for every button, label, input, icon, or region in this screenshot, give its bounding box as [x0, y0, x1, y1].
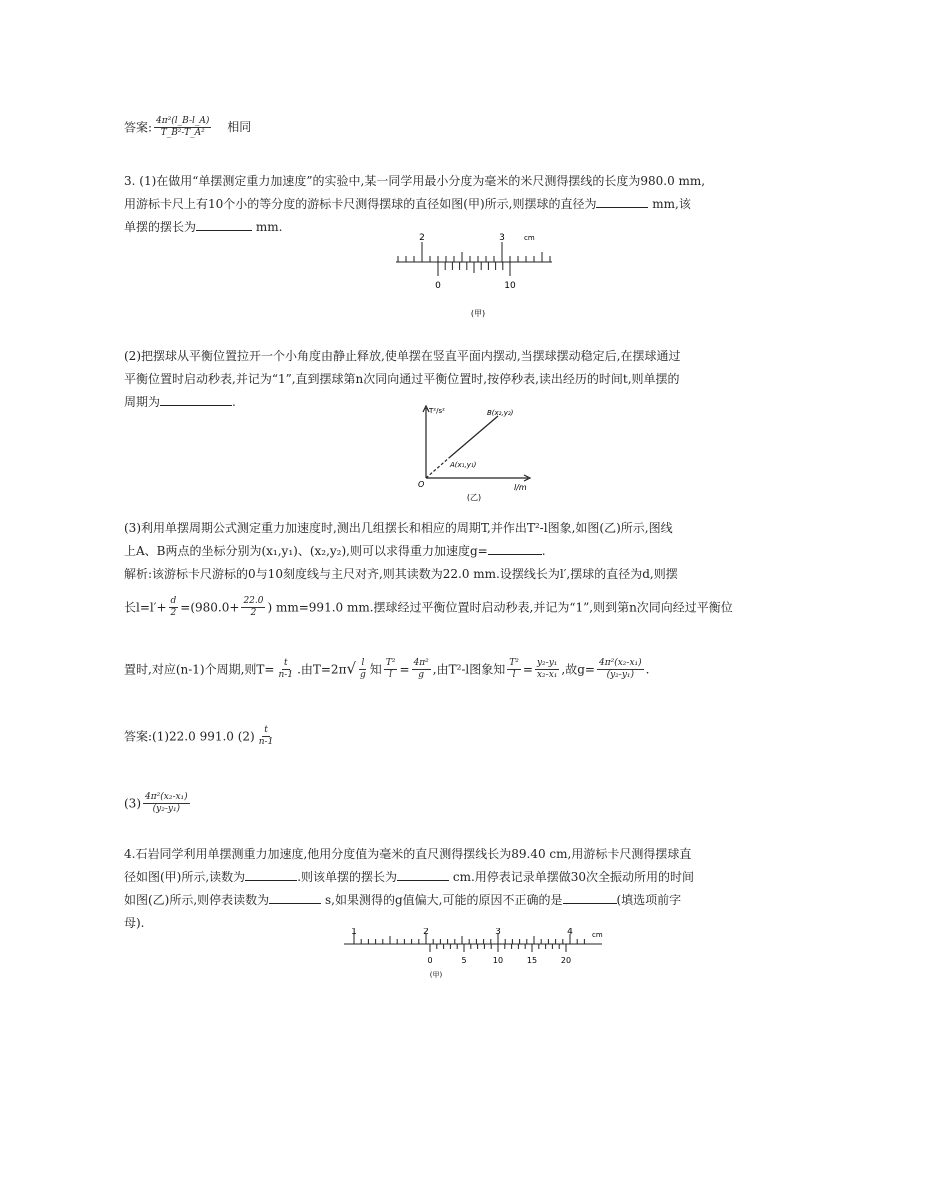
answer-blank[interactable]: [397, 868, 449, 881]
answer-fraction-g: $\frac{\text{4π²(x₂-x₁)}}{\text{(y₂-y₁)}}$: [145, 792, 188, 815]
answer-blank[interactable]: [488, 542, 542, 555]
sqrt-sign: √: [346, 659, 357, 678]
q3-p2-line3: 周期为 .: [124, 395, 236, 409]
vernier-scale-ticks: [430, 944, 566, 952]
point-a-label: A(x₁,y₁): [450, 461, 477, 469]
vernier-label-10: 10: [492, 956, 504, 965]
main-label-3: 3: [499, 233, 505, 243]
q3-answer: 答案:(1)22.0 991.0 (2) $\frac{t}{n-1}$: [124, 725, 274, 748]
main-label-2: 2: [419, 233, 425, 243]
fraction-4pi2-over-g: $\frac{\text{4π²}}{g}$: [413, 658, 429, 681]
fraction-d-over-2: $\frac{d}{2}$: [170, 596, 177, 619]
figure-caption: (甲): [470, 309, 486, 318]
q3-p1-line3: 单摆的摆长为 mm.: [124, 220, 283, 234]
vernier-label-5: 5: [461, 956, 467, 965]
unit-label: cm: [524, 234, 535, 242]
q3-p3-line2: 上A、B两点的坐标分别为(x₁,y₁)、(x₂,y₂),则可以求得重力加速度g= .: [124, 544, 546, 558]
main-label-1: 1: [351, 928, 357, 937]
q3-p2-line2: 平衡位置时启动秒表,并记为“1”,直到摆球第n次同向通过平衡位置时,按停秒表,读出经历的时间t,则单摆的: [124, 372, 680, 386]
answer-fraction-period: $\frac{t}{n-1}$: [258, 725, 274, 748]
unit-label: cm: [592, 931, 603, 939]
answer-blank[interactable]: [160, 393, 232, 406]
q3-p2-line1: (2)把摆球从平衡位置拉开一个小角度由静止释放,使单摆在竖直平面内摆动,当摆球摆动稳定后,在摆球通过: [124, 349, 681, 363]
analysis-line1: 解析:该游标卡尺游标的0与10刻度线与主尺对齐,则其读数为22.0 mm.设摆线长为l′,摆球的直径为d,则摆: [124, 567, 678, 581]
analysis-line2: 长l=l′+ $\frac{d}{2}$ =(980.0+ $\frac{22.0}{2}$ ) mm=991.0 mm.摆球经过平衡位置时启动秒表,并记为“1”,则到第n次同向经过平衡位: [124, 596, 733, 619]
graph-line: [450, 416, 498, 457]
t2-l-graph: [410, 402, 550, 504]
main-scale-ticks: [354, 934, 584, 944]
main-label-2: 2: [423, 928, 429, 937]
q3-p3-line1: (3)利用单摆周期公式测定重力加速度时,测出几组摆长和相应的周期T,并作出T²-l图象,如图(乙)所示,图线: [124, 521, 673, 535]
vernier-label-10: 10: [504, 281, 516, 291]
fraction-period: $\frac{t}{n-1}$: [278, 658, 294, 681]
fraction-t2-over-l-2: $\frac{\text{T²}}{l}$: [509, 658, 519, 681]
vernier-label-20: 20: [560, 956, 572, 965]
fraction-t2-over-l: $\frac{\text{T²}}{l}$: [385, 658, 396, 681]
y-axis-label: T²/s²: [429, 407, 445, 415]
q4-line2: 径如图(甲)所示,读数为 .则该单摆的摆长为 cm.用停表记录单摆做30次全振动所用的时间: [124, 870, 695, 884]
origin-label: O: [418, 480, 425, 489]
q4-line3: 如图(乙)所示,则停表读数为 s,如果测得的g值偏大,可能的原因不正确的是 (填选项前字: [124, 893, 682, 907]
main-label-4: 4: [567, 928, 573, 937]
answer-blank[interactable]: [596, 195, 648, 208]
vernier-caliper-figure-2: [340, 928, 610, 984]
fraction-l-over-g: $\frac{l}{g}$: [360, 658, 366, 681]
x-axis-label: l/m: [514, 483, 527, 492]
q4-line1: 4.石岩同学利用单摆测重力加速度,他用分度值为毫米的直尺测得摆线长为89.40 cm,用游标卡尺测得摆球直: [124, 847, 692, 861]
q3-p1-line2: 用游标卡尺上有10个小的等分度的游标卡尺测得摆球的直径如图(甲)所示,则摆球的直径为 mm,该: [124, 197, 691, 211]
analysis-line3: 置时,对应(n-1)个周期,则T= $\frac{t}{n-1}$ .由T=2π√ $\frac{l}{g}$ 知 $\frac{\text{T²}}{l}$ = $\frac{\text{4π²}}{g}$ ,由T²-l图象知 $\frac{\text{T²}}{l}$ = $\frac{\text{y₂-y₁}}{\text{x₂-x₁}}$ ,故g= $\frac{\text{4π²(x₂-x₁)}}{\text{(y₂-y₁)}}$ .: [124, 658, 650, 681]
q4-line4: 母).: [124, 916, 145, 930]
answer-suffix: 相同: [227, 120, 252, 135]
answer-blank[interactable]: [196, 218, 252, 231]
answer-blank[interactable]: [245, 868, 297, 881]
vernier-caliper-figure-1: [390, 230, 560, 320]
answer-blank[interactable]: [563, 891, 617, 904]
point-b-label: B(x₂,y₂): [487, 409, 514, 417]
fraction-slope: $\frac{\text{y₂-y₁}}{\text{x₂-x₁}}$: [536, 658, 558, 681]
vernier-label-0: 0: [427, 956, 433, 965]
answer-blank[interactable]: [269, 891, 321, 904]
answer-fraction: $\frac{\text{4π²(l\_B-l\_A)}}{\text{T\_B²-T\_A²}}$: [156, 116, 210, 139]
vernier-label-0: 0: [435, 281, 441, 291]
vernier-label-15: 15: [526, 956, 538, 965]
figure-caption: (甲): [429, 971, 443, 979]
dashed-extension: [426, 457, 450, 478]
fraction-22-over-2: $\frac{22.0}{2}$: [243, 596, 264, 619]
previous-answer: [124, 116, 251, 140]
answer-label: 答案:: [124, 120, 153, 135]
fraction-g: $\frac{\text{4π²(x₂-x₁)}}{\text{(y₂-y₁)}}$: [598, 658, 642, 681]
graph-caption: (乙): [466, 493, 482, 502]
q3-p1-line1: 3. (1)在做用“单摆测定重力加速度”的实验中,某一同学用最小分度为毫米的米尺测得摆线的长度为980.0 mm,: [124, 174, 706, 188]
q3-answer-3: (3) $\frac{\text{4π²(x₂-x₁)}}{\text{(y₂-y₁)}}$: [124, 792, 188, 815]
main-label-3: 3: [495, 928, 501, 937]
